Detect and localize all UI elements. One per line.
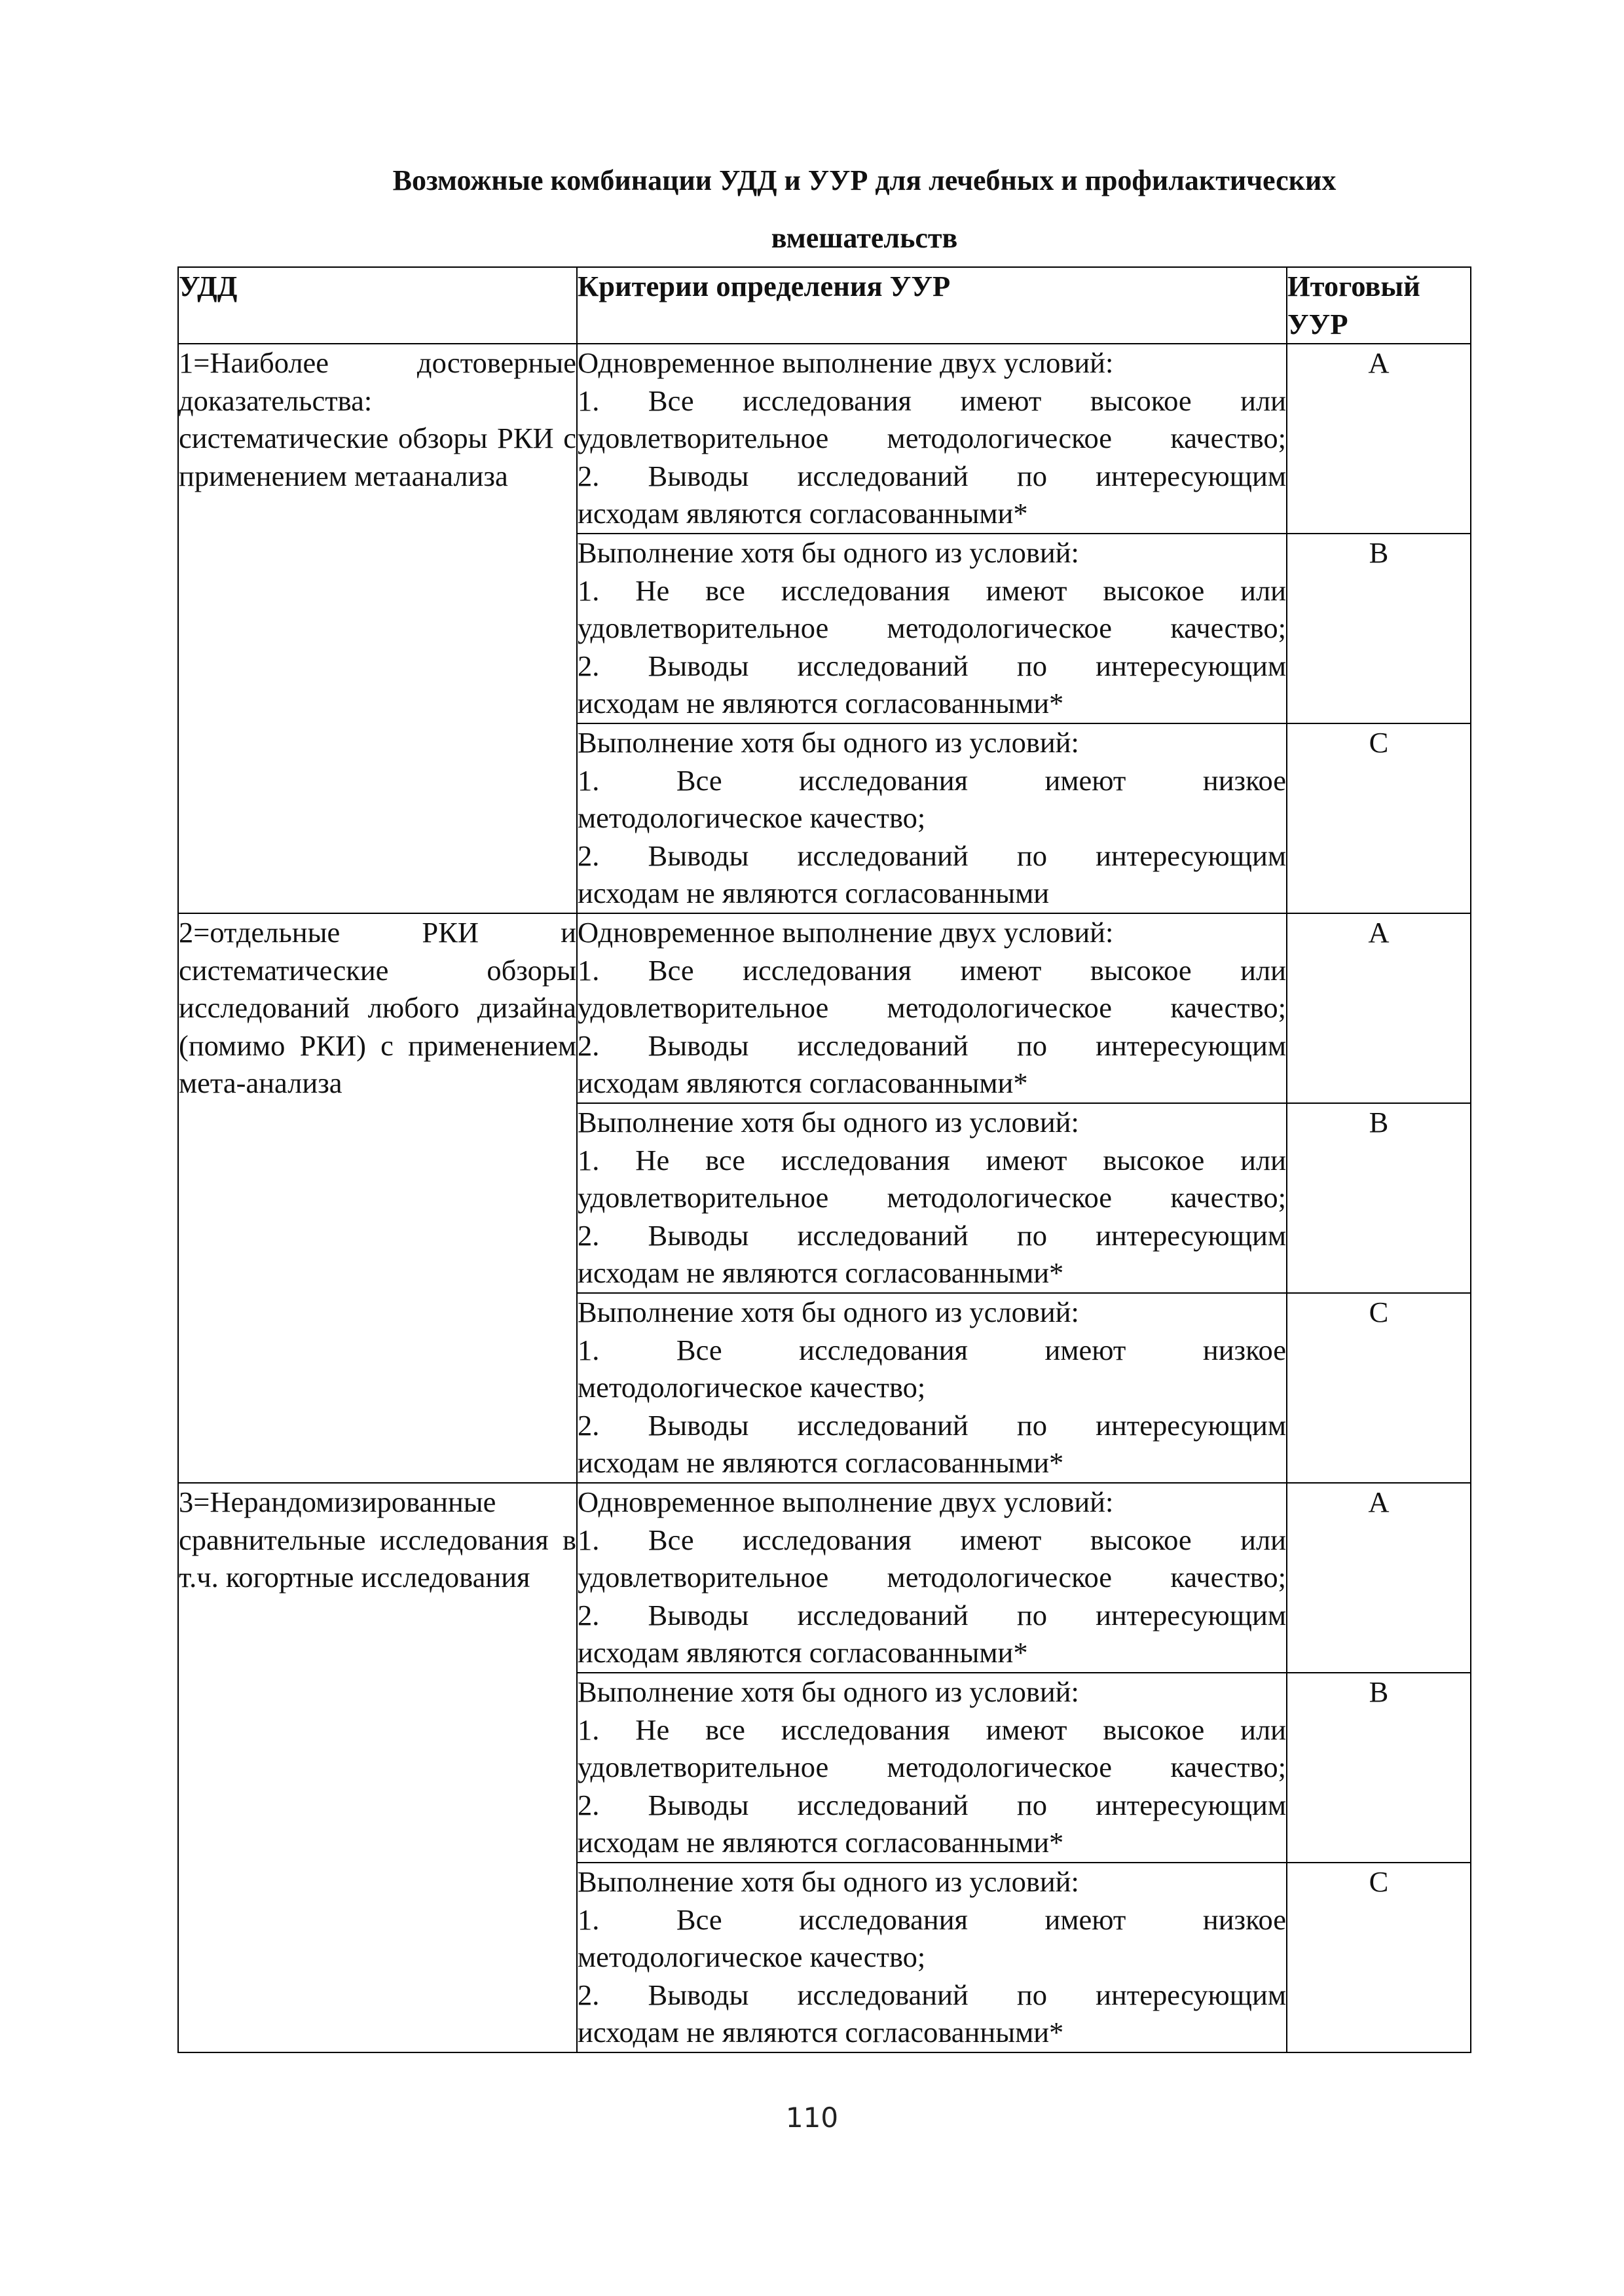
criteria-line: исходам являются согласованными* — [578, 497, 1028, 530]
criteria-head: Выполнение хотя бы одного из условий: — [578, 1675, 1079, 1708]
criteria-line: 2. Выводы исследований по интересующим — [578, 839, 1286, 872]
grade-cell: A — [1287, 913, 1471, 1103]
criteria-line: 2. Выводы исследований по интересующим — [578, 459, 1286, 492]
udd-text: 1=Наиболее достоверные доказательства: систематические обзоры РКИ с применением метаанализа — [179, 346, 576, 492]
udd-cell — [178, 1483, 577, 2052]
criteria-line: 1. Все исследования имеют низкое — [578, 763, 1286, 797]
criteria-line: 2. Выводы исследований по интересующим — [578, 649, 1286, 682]
criteria-cell — [577, 1673, 1287, 1863]
grade-cell: B — [1287, 1103, 1471, 1293]
header-final-grade — [1287, 267, 1471, 344]
criteria-head: Выполнение хотя бы одного из условий: — [578, 1106, 1079, 1139]
criteria-line: удовлетворительное методологическое качество; — [578, 1561, 1286, 1594]
criteria-line: 1. Все исследования имеют высокое или — [578, 953, 1286, 987]
criteria-line: 2. Выводы исследований по интересующим — [578, 1408, 1286, 1442]
criteria-line: исходам не являются согласованными* — [578, 2016, 1064, 2049]
criteria-line: методологическое качество; — [578, 801, 926, 834]
criteria-head: Выполнение хотя бы одного из условий: — [578, 536, 1079, 569]
udd-uur-table — [177, 266, 1471, 2053]
table-row — [178, 913, 1471, 1103]
criteria-line: 1. Все исследования имеют низкое — [578, 1333, 1286, 1366]
criteria-line: 1. Все исследования имеют высокое или — [578, 384, 1286, 417]
criteria-line: удовлетворительное методологическое качество; — [578, 991, 1286, 1024]
criteria-line: удовлетворительное методологическое качество; — [578, 422, 1286, 454]
criteria-cell — [577, 1103, 1287, 1293]
udd-text: 2=отдельные РКИ и систематические обзоры исследований любого дизайна (помимо РКИ) с применением мета-анализа — [179, 916, 576, 1099]
criteria-cell — [577, 534, 1287, 723]
criteria-line: 1. Все исследования имеют низкое — [578, 1903, 1286, 1936]
criteria-line: 2. Выводы исследований по интересующим — [578, 1788, 1286, 1821]
criteria-line: 1. Все исследования имеют высокое или — [578, 1523, 1286, 1556]
criteria-line: удовлетворительное методологическое качество; — [578, 1751, 1286, 1783]
header-final-line-2: УУР — [1287, 307, 1348, 340]
title-line-1: Возможные комбинации УДД и УУР для лечебных и профилактических — [392, 164, 1337, 196]
table-row — [178, 1483, 1471, 1673]
criteria-line: методологическое качество; — [578, 1371, 926, 1404]
criteria-cell — [577, 723, 1287, 913]
page-number: 110 — [785, 2102, 839, 2134]
grade-cell: C — [1287, 723, 1471, 913]
title-line-2: вмешательств — [771, 222, 958, 254]
criteria-cell — [577, 1293, 1287, 1483]
grade-cell: C — [1287, 1863, 1471, 2052]
page-title — [177, 152, 1552, 267]
criteria-line: удовлетворительное методологическое качество; — [578, 611, 1286, 644]
criteria-cell — [577, 1483, 1287, 1673]
criteria-head: Одновременное выполнение двух условий: — [578, 346, 1114, 379]
criteria-line: исходам являются согласованными* — [578, 1066, 1028, 1099]
criteria-cell — [577, 344, 1287, 534]
header-final-line-1: Итоговый — [1287, 270, 1420, 302]
criteria-head: Одновременное выполнение двух условий: — [578, 916, 1114, 949]
grade-cell: A — [1287, 344, 1471, 534]
table-header-row — [178, 267, 1471, 344]
criteria-line: исходам не являются согласованными* — [578, 1826, 1064, 1859]
header-udd: УДД — [178, 267, 577, 344]
table-row — [178, 344, 1471, 534]
criteria-cell — [577, 913, 1287, 1103]
criteria-line: исходам не являются согласованными — [578, 877, 1050, 909]
criteria-cell — [577, 1863, 1287, 2052]
criteria-head: Одновременное выполнение двух условий: — [578, 1485, 1114, 1518]
criteria-head: Выполнение хотя бы одного из условий: — [578, 1296, 1079, 1328]
criteria-line: исходам не являются согласованными* — [578, 1446, 1064, 1479]
criteria-line: исходам являются согласованными* — [578, 1636, 1028, 1669]
udd-text: 3=Нерандомизированные сравнительные исследования в т.ч. когортные исследования — [179, 1485, 576, 1594]
criteria-line: исходам не являются согласованными* — [578, 687, 1064, 720]
criteria-head: Выполнение хотя бы одного из условий: — [578, 1865, 1079, 1898]
criteria-line: удовлетворительное методологическое качество; — [578, 1181, 1286, 1214]
grade-cell: C — [1287, 1293, 1471, 1483]
grade-cell: B — [1287, 534, 1471, 723]
criteria-line: 1. Не все исследования имеют высокое или — [578, 574, 1286, 607]
criteria-line: исходам не являются согласованными* — [578, 1256, 1064, 1289]
grade-cell: B — [1287, 1673, 1471, 1863]
udd-cell — [178, 913, 577, 1483]
criteria-line: 2. Выводы исследований по интересующим — [578, 1029, 1286, 1062]
criteria-line: методологическое качество; — [578, 1941, 926, 1973]
criteria-line: 2. Выводы исследований по интересующим — [578, 1978, 1286, 2011]
grade-cell: A — [1287, 1483, 1471, 1673]
criteria-line: 1. Не все исследования имеют высокое или — [578, 1713, 1286, 1746]
header-criteria: Критерии определения УУР — [577, 267, 1287, 344]
udd-cell — [178, 344, 577, 913]
criteria-head: Выполнение хотя бы одного из условий: — [578, 726, 1079, 759]
criteria-line: 1. Не все исследования имеют высокое или — [578, 1143, 1286, 1176]
criteria-line: 2. Выводы исследований по интересующим — [578, 1598, 1286, 1631]
criteria-line: 2. Выводы исследований по интересующим — [578, 1218, 1286, 1252]
